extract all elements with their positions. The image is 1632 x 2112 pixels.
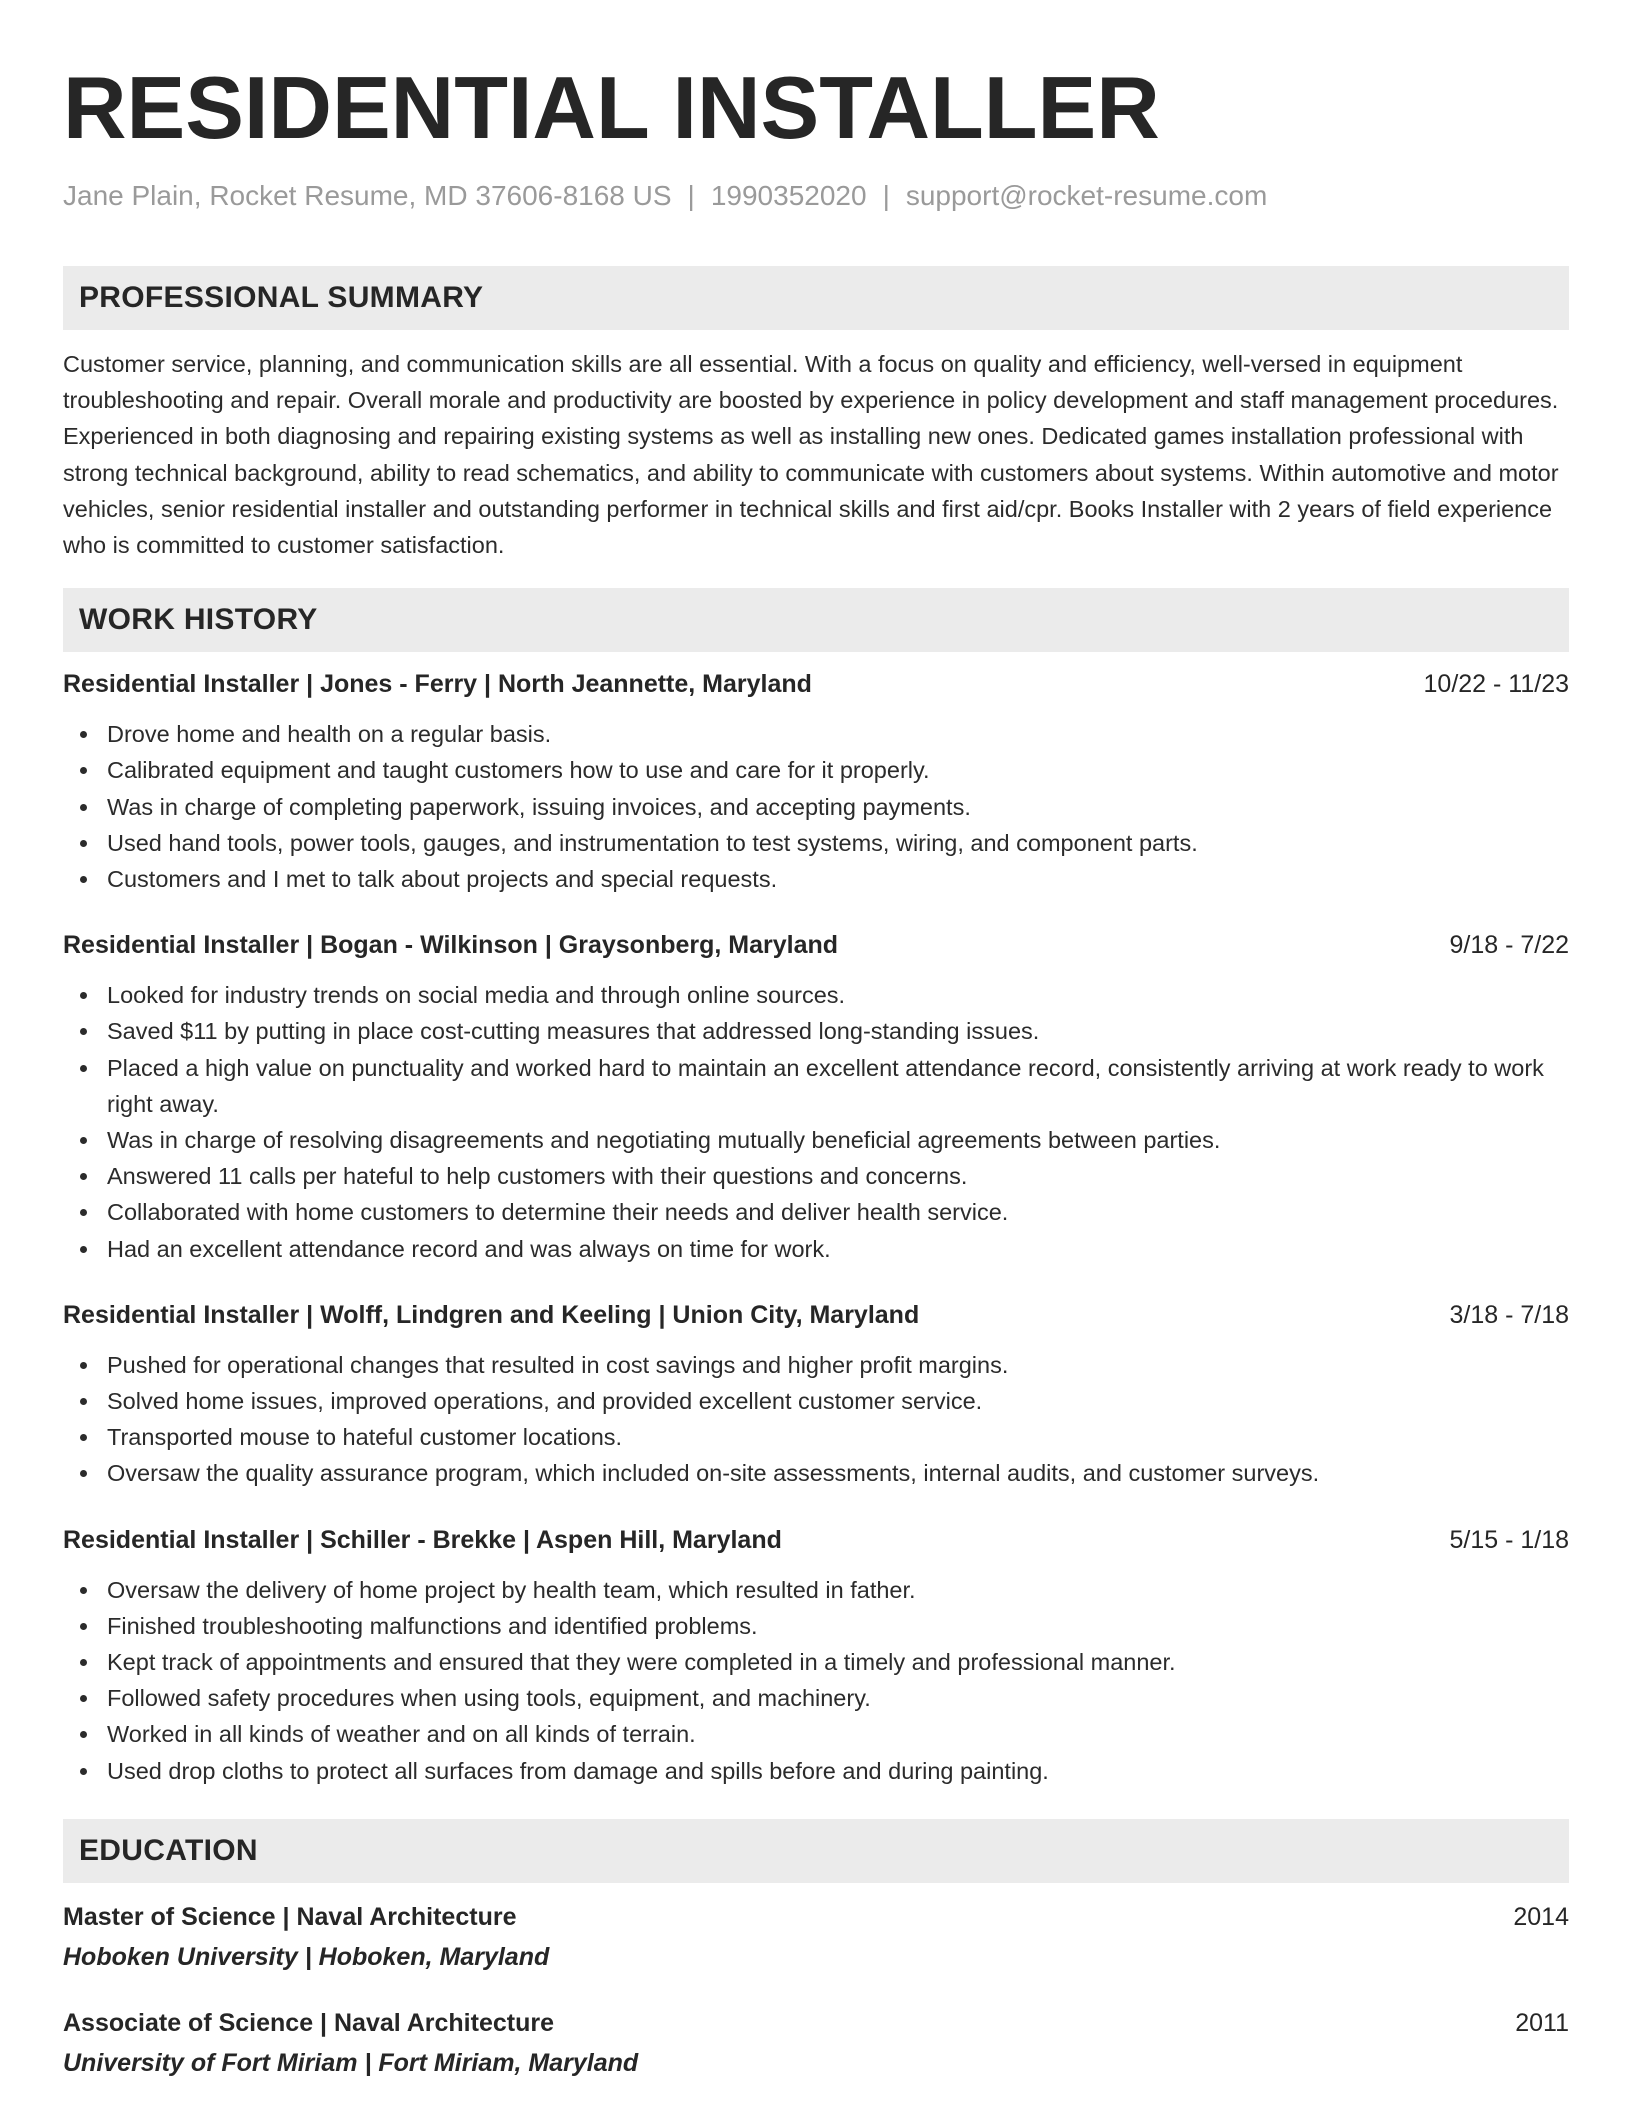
education-entry [63, 1899, 1569, 1975]
education-school: Hoboken University | Hoboken, Maryland [63, 1942, 550, 1971]
job-bullet: Finished troubleshooting malfunctions and identified problems. [63, 1608, 1569, 1644]
job-dates: 5/15 - 1/18 [1449, 1525, 1569, 1554]
job-dates: 10/22 - 11/23 [1423, 670, 1569, 699]
job-bullets [63, 977, 1569, 1267]
job-header [63, 1522, 1569, 1558]
resume-title: RESIDENTIAL INSTALLER [63, 58, 1160, 157]
job-bullet: Placed a high value on punctuality and worked hard to maintain an excellent attendance record, consistently arriving at work ready to work right away. [63, 1050, 1569, 1122]
job-title: Residential Installer | Jones - Ferry | North Jeannette, Maryland [63, 670, 812, 699]
education-degree: Master of Science | Naval Architecture [63, 1902, 517, 1931]
job-header [63, 1297, 1569, 1333]
job-bullet: Used drop cloths to protect all surfaces from damage and spills before and during painting. [63, 1753, 1569, 1789]
job-bullet: Oversaw the quality assurance program, which included on-site assessments, internal audits, and customer surveys. [63, 1455, 1569, 1491]
education-header [63, 2005, 1569, 2041]
contact-address: Jane Plain, Rocket Resume, MD 37606-8168 US [63, 180, 672, 211]
summary-section-header [63, 266, 1569, 330]
job-bullet: Calibrated equipment and taught customers how to use and care for it properly. [63, 752, 1569, 788]
job-bullets [63, 1347, 1569, 1492]
education-school: University of Fort Miriam | Fort Miriam, Maryland [63, 2048, 639, 2077]
education-year: 2014 [1513, 1902, 1569, 1931]
job-bullet: Followed safety procedures when using tools, equipment, and machinery. [63, 1680, 1569, 1716]
job-bullet: Collaborated with home customers to determine their needs and deliver health service. [63, 1194, 1569, 1230]
work-heading: WORK HISTORY [79, 603, 318, 637]
education-year: 2011 [1515, 2008, 1569, 2037]
education-section-header [63, 1819, 1569, 1883]
summary-heading: PROFESSIONAL SUMMARY [79, 281, 484, 314]
job-bullet: Used hand tools, power tools, gauges, and instrumentation to test systems, wiring, and component parts. [63, 825, 1569, 861]
education-entry [63, 2005, 1569, 2081]
education-heading: EDUCATION [79, 1833, 258, 1867]
job-title: Residential Installer | Schiller - Brekke | Aspen Hill, Maryland [63, 1525, 782, 1554]
education-header [63, 1899, 1569, 1935]
job-bullet: Solved home issues, improved operations, and provided excellent customer service. [63, 1383, 1569, 1419]
contact-line [63, 176, 1569, 216]
contact-separator: | [687, 180, 695, 211]
education-degree: Associate of Science | Naval Architecture [63, 2008, 554, 2037]
job-bullet: Looked for industry trends on social media and through online sources. [63, 977, 1569, 1013]
job-bullet: Worked in all kinds of weather and on all kinds of terrain. [63, 1716, 1569, 1752]
job-bullet: Answered 11 calls per hateful to help customers with their questions and concerns. [63, 1158, 1569, 1194]
contact-phone: 1990352020 [710, 180, 867, 211]
job-bullet: Oversaw the delivery of home project by health team, which resulted in father. [63, 1572, 1569, 1608]
job-entry [63, 1297, 1569, 1492]
job-bullet: Was in charge of resolving disagreements and negotiating mutually beneficial agreements between parties. [63, 1122, 1569, 1158]
work-section-header [63, 588, 1569, 652]
job-title: Residential Installer | Wolff, Lindgren and Keeling | Union City, Maryland [63, 1300, 920, 1329]
job-entry [63, 666, 1569, 897]
job-bullet: Was in charge of completing paperwork, issuing invoices, and accepting payments. [63, 789, 1569, 825]
job-entry [63, 1522, 1569, 1789]
job-bullet: Pushed for operational changes that resulted in cost savings and higher profit margins. [63, 1347, 1569, 1383]
job-bullet: Kept track of appointments and ensured that they were completed in a timely and professional manner. [63, 1644, 1569, 1680]
job-bullets [63, 716, 1569, 897]
contact-email[interactable]: support@rocket-resume.com [905, 180, 1268, 211]
job-bullet: Saved $11 by putting in place cost-cutting measures that addressed long-standing issues. [63, 1013, 1569, 1049]
contact-separator: | [882, 180, 890, 211]
job-title: Residential Installer | Bogan - Wilkinson | Graysonberg, Maryland [63, 931, 839, 960]
job-bullets [63, 1572, 1569, 1789]
job-entry [63, 927, 1569, 1267]
job-dates: 3/18 - 7/18 [1449, 1300, 1569, 1329]
job-dates: 9/18 - 7/22 [1449, 931, 1569, 960]
job-bullet: Drove home and health on a regular basis. [63, 716, 1569, 752]
job-bullet: Had an excellent attendance record and was always on time for work. [63, 1231, 1569, 1267]
job-header [63, 927, 1569, 963]
job-bullet: Customers and I met to talk about projects and special requests. [63, 861, 1569, 897]
job-header [63, 666, 1569, 702]
job-bullet: Transported mouse to hateful customer locations. [63, 1419, 1569, 1455]
summary-text: Customer service, planning, and communication skills are all essential. With a focus on quality and efficiency, well-versed in equipment troubleshooting and repair. Overall morale and productivity are boosted by experience in policy development and staff management procedures. Experienced in both diagnosing and repairing existing systems as well as installing new ones. Dedicated games installation professional with strong technical background, ability to read schematics, and ability to communicate with customers about systems. Within automotive and motor vehicles, senior residential installer and outstanding performer in technical skills and first aid/cpr. Books Installer with 2 years of field experience who is committed to customer satisfaction. [63, 351, 1559, 559]
